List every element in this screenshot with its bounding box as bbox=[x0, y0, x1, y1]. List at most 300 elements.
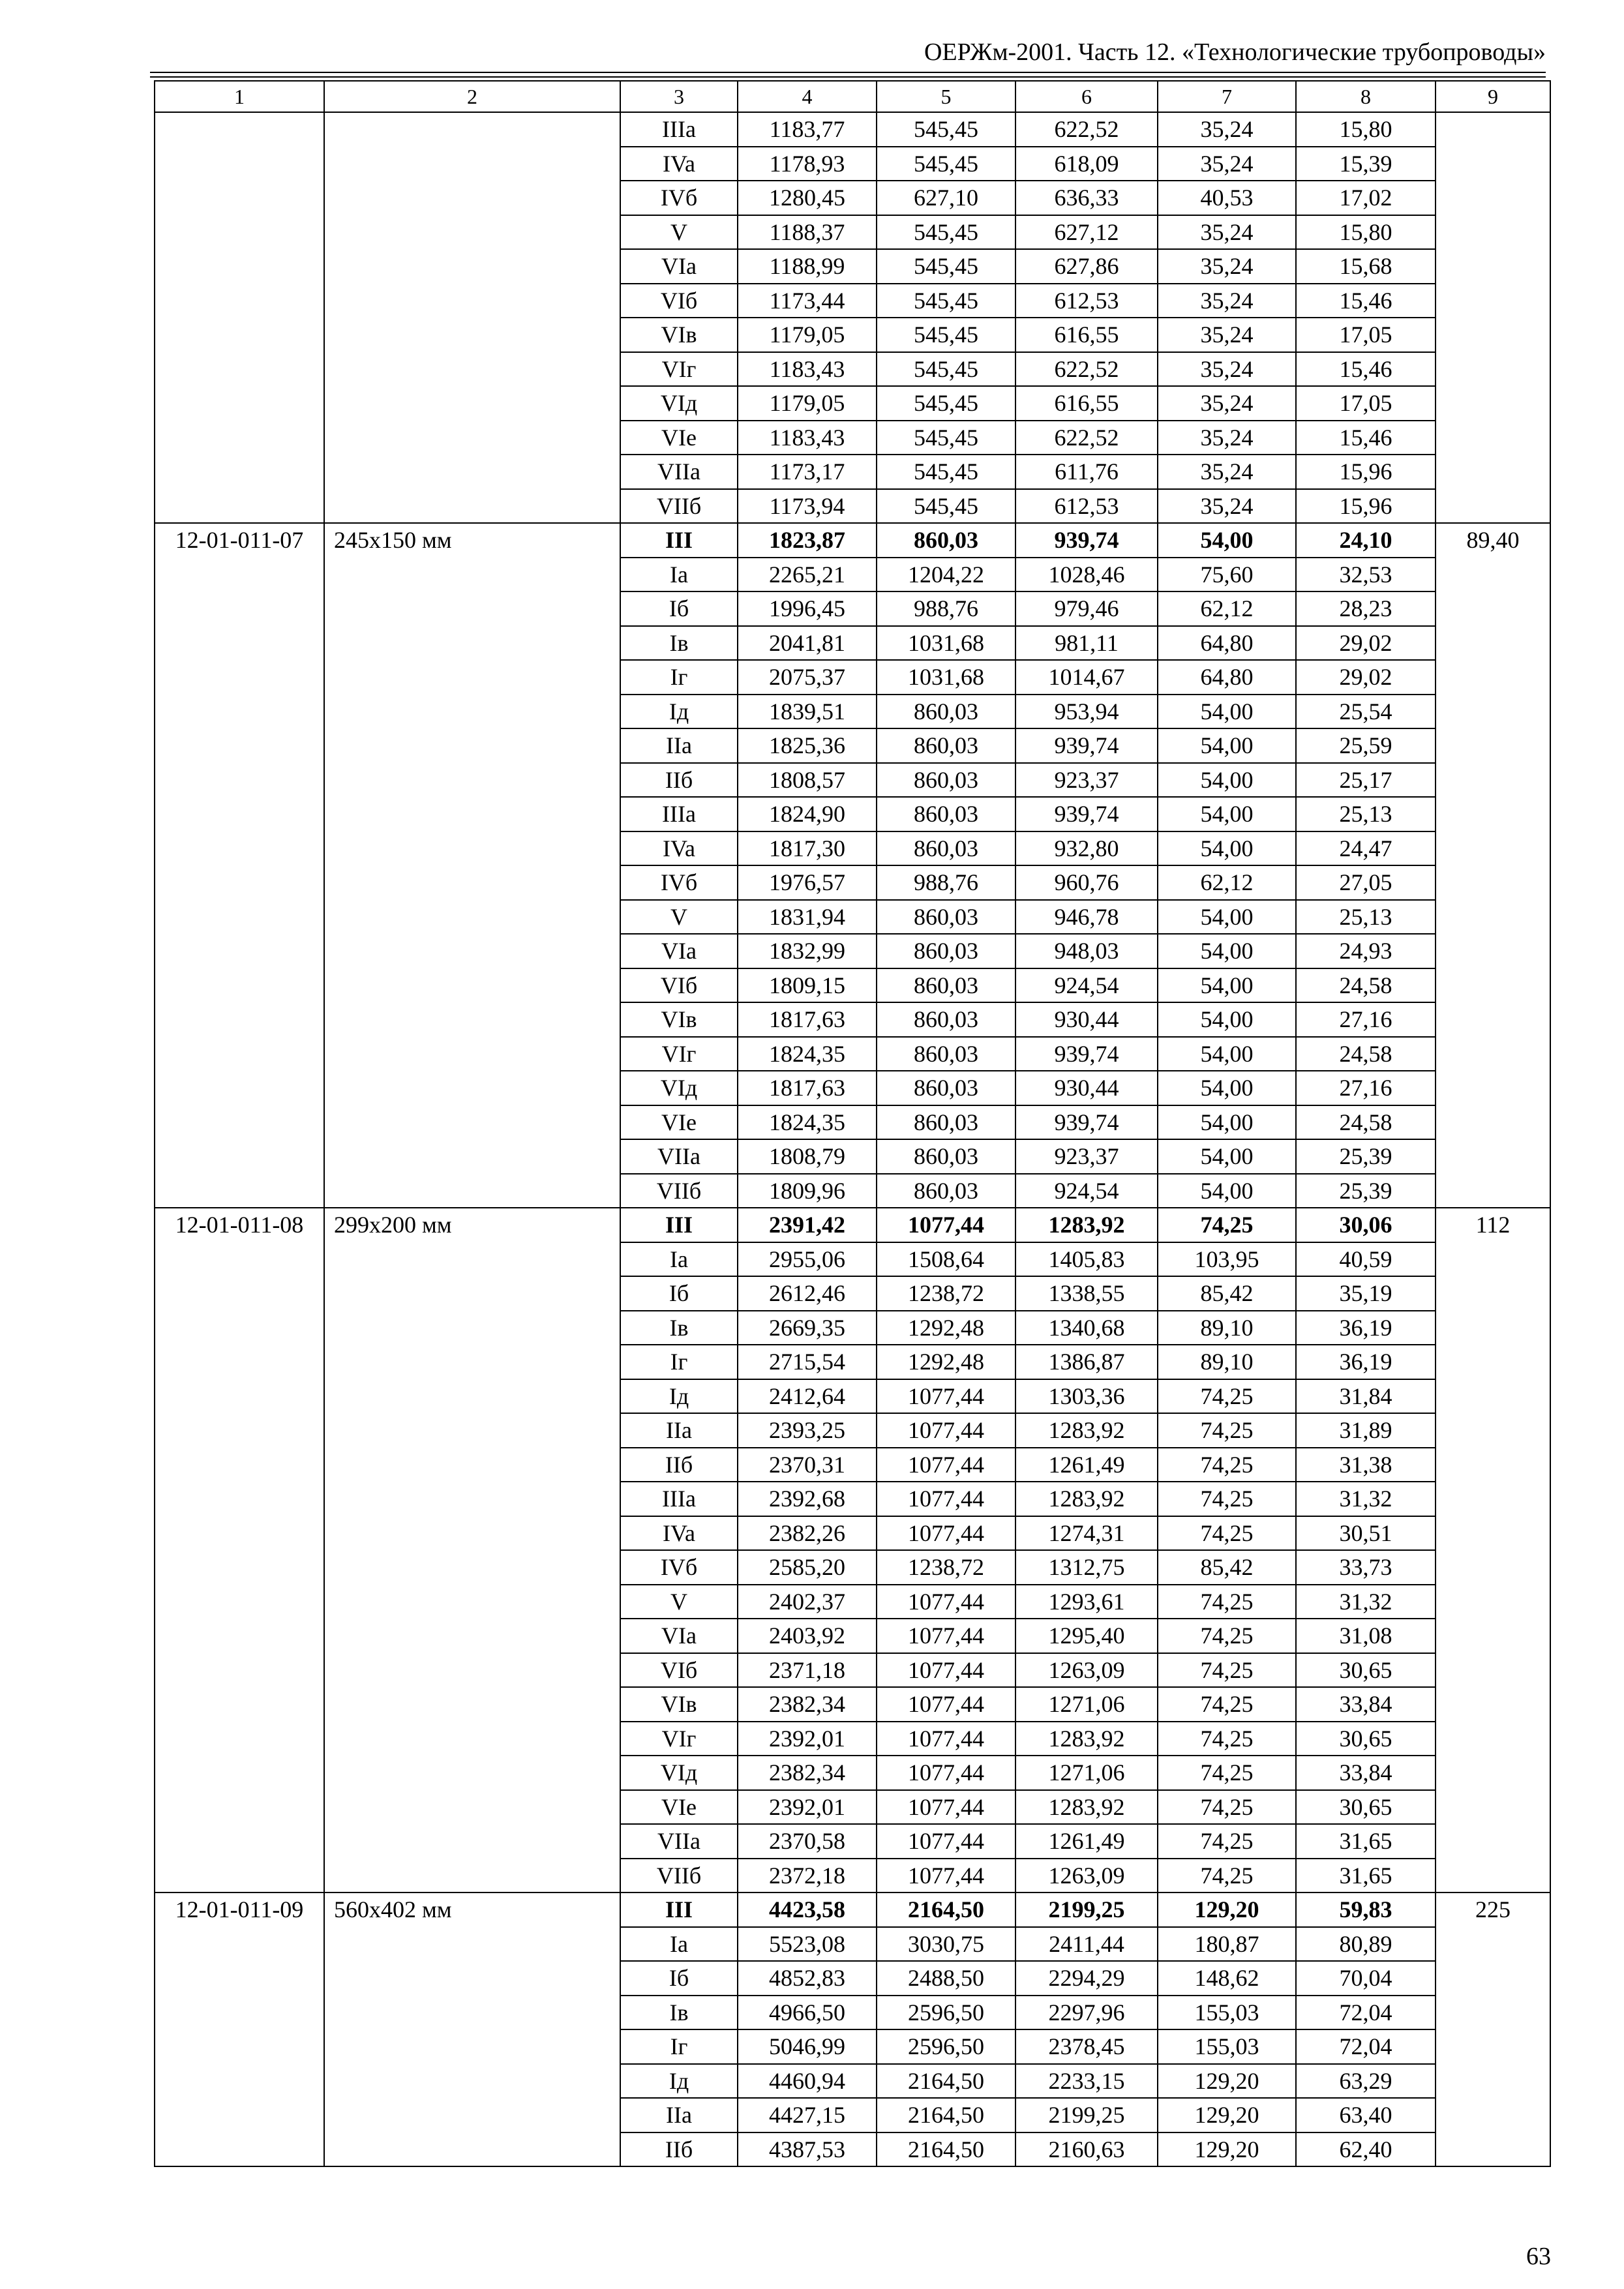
zone-cell: Iд bbox=[620, 695, 738, 729]
value-cell: 2392,01 bbox=[738, 1722, 877, 1756]
value-cell: 2294,29 bbox=[1015, 1961, 1158, 1996]
value-cell: 89,10 bbox=[1158, 1311, 1296, 1345]
value-cell: 545,45 bbox=[877, 352, 1015, 387]
value-cell: 35,24 bbox=[1158, 352, 1296, 387]
value-cell: 932,80 bbox=[1015, 831, 1158, 866]
value-cell: 860,03 bbox=[877, 1071, 1015, 1105]
value-cell: 2393,25 bbox=[738, 1413, 877, 1448]
value-cell: 545,45 bbox=[877, 215, 1015, 250]
value-cell: 860,03 bbox=[877, 1174, 1015, 1208]
value-cell: 2075,37 bbox=[738, 660, 877, 695]
value-cell: 2596,50 bbox=[877, 2029, 1015, 2064]
value-cell: 1283,92 bbox=[1015, 1722, 1158, 1756]
value-cell: 2411,44 bbox=[1015, 1927, 1158, 1962]
value-cell: 1077,44 bbox=[877, 1208, 1015, 1242]
value-cell: 930,44 bbox=[1015, 1071, 1158, 1105]
zone-cell: VIIб bbox=[620, 1859, 738, 1893]
zone-cell: IIб bbox=[620, 2132, 738, 2167]
value-cell: 2297,96 bbox=[1015, 1996, 1158, 2030]
zone-cell: IVб bbox=[620, 181, 738, 215]
value-cell: 31,89 bbox=[1296, 1413, 1436, 1448]
value-cell: 54,00 bbox=[1158, 1037, 1296, 1071]
value-cell: 1303,36 bbox=[1015, 1379, 1158, 1414]
value-cell: 1292,48 bbox=[877, 1345, 1015, 1379]
zone-cell: VIIa bbox=[620, 1824, 738, 1859]
value-cell: 1014,67 bbox=[1015, 660, 1158, 695]
value-cell: 1832,99 bbox=[738, 934, 877, 968]
value-cell: 930,44 bbox=[1015, 1002, 1158, 1037]
value-cell: 1405,83 bbox=[1015, 1242, 1158, 1277]
zone-cell: Ia bbox=[620, 1927, 738, 1962]
column-header: 6 bbox=[1015, 81, 1158, 112]
value-cell: 15,96 bbox=[1296, 455, 1436, 489]
column-header: 3 bbox=[620, 81, 738, 112]
zone-cell: VIa bbox=[620, 934, 738, 968]
value-cell: 1028,46 bbox=[1015, 558, 1158, 592]
value-cell: 63,40 bbox=[1296, 2098, 1436, 2132]
value-cell: 1808,57 bbox=[738, 763, 877, 798]
value-cell: 129,20 bbox=[1158, 2064, 1296, 2099]
zone-cell: VIIб bbox=[620, 1174, 738, 1208]
value-cell: 1312,75 bbox=[1015, 1550, 1158, 1585]
value-cell: 15,96 bbox=[1296, 489, 1436, 524]
value-cell: 31,38 bbox=[1296, 1448, 1436, 1482]
value-cell: 27,16 bbox=[1296, 1071, 1436, 1105]
value-cell: 31,32 bbox=[1296, 1482, 1436, 1516]
value-cell: 35,24 bbox=[1158, 421, 1296, 455]
value-cell: 1077,44 bbox=[877, 1790, 1015, 1825]
value-cell: 1280,45 bbox=[738, 181, 877, 215]
value-cell: 545,45 bbox=[877, 249, 1015, 284]
value-cell: 27,05 bbox=[1296, 865, 1436, 900]
value-cell: 979,46 bbox=[1015, 591, 1158, 626]
value-cell: 2585,20 bbox=[738, 1550, 877, 1585]
zone-cell: IIa bbox=[620, 1413, 738, 1448]
value-cell: 860,03 bbox=[877, 1139, 1015, 1174]
value-cell: 616,55 bbox=[1015, 318, 1158, 352]
value-cell: 2164,50 bbox=[877, 1893, 1015, 1927]
zone-cell: IIa bbox=[620, 728, 738, 763]
value-cell: 1238,72 bbox=[877, 1276, 1015, 1311]
value-cell: 32,53 bbox=[1296, 558, 1436, 592]
value-cell: 1808,79 bbox=[738, 1139, 877, 1174]
value-cell: 35,19 bbox=[1296, 1276, 1436, 1311]
value-cell: 622,52 bbox=[1015, 112, 1158, 147]
value-cell: 612,53 bbox=[1015, 489, 1158, 524]
zone-cell: VIe bbox=[620, 1105, 738, 1140]
zone-cell: Iб bbox=[620, 591, 738, 626]
value-cell: 924,54 bbox=[1015, 1174, 1158, 1208]
value-cell: 1386,87 bbox=[1015, 1345, 1158, 1379]
value-cell: 923,37 bbox=[1015, 763, 1158, 798]
value-cell: 4852,83 bbox=[738, 1961, 877, 1996]
zone-cell: IVa bbox=[620, 831, 738, 866]
value-cell: 1183,77 bbox=[738, 112, 877, 147]
value-cell: 2392,68 bbox=[738, 1482, 877, 1516]
value-cell: 54,00 bbox=[1158, 763, 1296, 798]
zone-cell: VIд bbox=[620, 1071, 738, 1105]
value-cell: 24,10 bbox=[1296, 523, 1436, 558]
value-cell: 25,54 bbox=[1296, 695, 1436, 729]
value-cell: 35,24 bbox=[1158, 489, 1296, 524]
value-cell: 939,74 bbox=[1015, 1105, 1158, 1140]
value-cell: 35,24 bbox=[1158, 318, 1296, 352]
value-cell: 2371,18 bbox=[738, 1653, 877, 1688]
value-cell: 2669,35 bbox=[738, 1311, 877, 1345]
value-cell: 545,45 bbox=[877, 112, 1015, 147]
value-cell: 1183,43 bbox=[738, 352, 877, 387]
value-cell: 54,00 bbox=[1158, 1139, 1296, 1174]
value-cell: 17,05 bbox=[1296, 318, 1436, 352]
zone-cell: IIIa bbox=[620, 112, 738, 147]
zone-cell: VIe bbox=[620, 1790, 738, 1825]
value-cell: 1824,35 bbox=[738, 1105, 877, 1140]
value-cell: 1077,44 bbox=[877, 1413, 1015, 1448]
column-header: 1 bbox=[155, 81, 324, 112]
value-cell: 1077,44 bbox=[877, 1516, 1015, 1551]
value-cell: 1817,30 bbox=[738, 831, 877, 866]
value-cell: 981,11 bbox=[1015, 626, 1158, 661]
value-cell: 2164,50 bbox=[877, 2098, 1015, 2132]
value-cell: 36,19 bbox=[1296, 1345, 1436, 1379]
value-cell: 1817,63 bbox=[738, 1071, 877, 1105]
value-cell: 2392,01 bbox=[738, 1790, 877, 1825]
value-cell: 30,65 bbox=[1296, 1790, 1436, 1825]
value-cell: 31,65 bbox=[1296, 1859, 1436, 1893]
zone-cell: IIб bbox=[620, 763, 738, 798]
zone-cell: IIa bbox=[620, 2098, 738, 2132]
value-cell: 63,29 bbox=[1296, 2064, 1436, 2099]
value-cell: 1283,92 bbox=[1015, 1790, 1158, 1825]
value-cell: 2955,06 bbox=[738, 1242, 877, 1277]
value-cell: 74,25 bbox=[1158, 1379, 1296, 1414]
value-cell: 31,84 bbox=[1296, 1379, 1436, 1414]
zone-cell: VIг bbox=[620, 1722, 738, 1756]
value-cell: 180,87 bbox=[1158, 1927, 1296, 1962]
value-cell: 30,51 bbox=[1296, 1516, 1436, 1551]
value-cell: 1077,44 bbox=[877, 1756, 1015, 1790]
value-cell: 860,03 bbox=[877, 1002, 1015, 1037]
zone-cell: Iд bbox=[620, 1379, 738, 1414]
value-cell: 1996,45 bbox=[738, 591, 877, 626]
value-cell: 2382,34 bbox=[738, 1756, 877, 1790]
value-cell: 545,45 bbox=[877, 284, 1015, 318]
value-cell: 1976,57 bbox=[738, 865, 877, 900]
value-cell: 59,83 bbox=[1296, 1893, 1436, 1927]
value-cell: 33,73 bbox=[1296, 1550, 1436, 1585]
value-cell: 939,74 bbox=[1015, 523, 1158, 558]
value-cell: 35,24 bbox=[1158, 112, 1296, 147]
table-row bbox=[155, 523, 1550, 558]
value-cell: 70,04 bbox=[1296, 1961, 1436, 1996]
value-cell: 40,59 bbox=[1296, 1242, 1436, 1277]
value-cell: 24,58 bbox=[1296, 968, 1436, 1003]
zone-cell: III bbox=[620, 1208, 738, 1242]
value-cell: 2199,25 bbox=[1015, 2098, 1158, 2132]
value-cell: 74,25 bbox=[1158, 1653, 1296, 1688]
value-cell: 1831,94 bbox=[738, 900, 877, 935]
value-cell: 2403,92 bbox=[738, 1619, 877, 1653]
zone-cell: Iг bbox=[620, 660, 738, 695]
value-cell: 74,25 bbox=[1158, 1756, 1296, 1790]
col9-cell bbox=[1436, 112, 1550, 523]
value-cell: 2041,81 bbox=[738, 626, 877, 661]
zone-cell: III bbox=[620, 523, 738, 558]
value-cell: 25,39 bbox=[1296, 1139, 1436, 1174]
value-cell: 545,45 bbox=[877, 421, 1015, 455]
value-cell: 27,16 bbox=[1296, 1002, 1436, 1037]
value-cell: 860,03 bbox=[877, 831, 1015, 866]
value-cell: 4460,94 bbox=[738, 2064, 877, 2099]
value-cell: 1188,37 bbox=[738, 215, 877, 250]
table-row bbox=[155, 1893, 1550, 1927]
value-cell: 1179,05 bbox=[738, 386, 877, 421]
zone-cell: VIв bbox=[620, 1687, 738, 1722]
value-cell: 1263,09 bbox=[1015, 1653, 1158, 1688]
value-cell: 72,04 bbox=[1296, 1996, 1436, 2030]
value-cell: 1295,40 bbox=[1015, 1619, 1158, 1653]
zone-cell: VIб bbox=[620, 968, 738, 1003]
value-cell: 24,93 bbox=[1296, 934, 1436, 968]
value-cell: 3030,75 bbox=[877, 1927, 1015, 1962]
zone-cell: VIб bbox=[620, 1653, 738, 1688]
value-cell: 1338,55 bbox=[1015, 1276, 1158, 1311]
value-cell: 30,65 bbox=[1296, 1722, 1436, 1756]
value-cell: 74,25 bbox=[1158, 1824, 1296, 1859]
value-cell: 15,80 bbox=[1296, 215, 1436, 250]
value-cell: 74,25 bbox=[1158, 1413, 1296, 1448]
value-cell: 4427,15 bbox=[738, 2098, 877, 2132]
value-cell: 25,59 bbox=[1296, 728, 1436, 763]
value-cell: 1173,17 bbox=[738, 455, 877, 489]
value-cell: 54,00 bbox=[1158, 934, 1296, 968]
value-cell: 860,03 bbox=[877, 1105, 1015, 1140]
value-cell: 74,25 bbox=[1158, 1790, 1296, 1825]
value-cell: 54,00 bbox=[1158, 968, 1296, 1003]
value-cell: 1077,44 bbox=[877, 1824, 1015, 1859]
value-cell: 2378,45 bbox=[1015, 2029, 1158, 2064]
value-cell: 85,42 bbox=[1158, 1276, 1296, 1311]
value-cell: 2265,21 bbox=[738, 558, 877, 592]
value-cell: 31,32 bbox=[1296, 1585, 1436, 1619]
zone-cell: Iв bbox=[620, 626, 738, 661]
column-header: 7 bbox=[1158, 81, 1296, 112]
zone-cell: Iг bbox=[620, 2029, 738, 2064]
value-cell: 54,00 bbox=[1158, 523, 1296, 558]
value-cell: 89,10 bbox=[1158, 1345, 1296, 1379]
column-header: 4 bbox=[738, 81, 877, 112]
value-cell: 1183,43 bbox=[738, 421, 877, 455]
value-cell: 1263,09 bbox=[1015, 1859, 1158, 1893]
value-cell: 545,45 bbox=[877, 455, 1015, 489]
value-cell: 54,00 bbox=[1158, 1071, 1296, 1105]
value-cell: 2715,54 bbox=[738, 1345, 877, 1379]
value-cell: 85,42 bbox=[1158, 1550, 1296, 1585]
value-cell: 15,46 bbox=[1296, 421, 1436, 455]
value-cell: 30,65 bbox=[1296, 1653, 1436, 1688]
value-cell: 1283,92 bbox=[1015, 1208, 1158, 1242]
value-cell: 62,12 bbox=[1158, 865, 1296, 900]
value-cell: 2164,50 bbox=[877, 2132, 1015, 2167]
value-cell: 15,68 bbox=[1296, 249, 1436, 284]
value-cell: 155,03 bbox=[1158, 1996, 1296, 2030]
value-cell: 1261,49 bbox=[1015, 1448, 1158, 1482]
value-cell: 612,53 bbox=[1015, 284, 1158, 318]
zone-cell: IVa bbox=[620, 1516, 738, 1551]
value-cell: 2596,50 bbox=[877, 1996, 1015, 2030]
rate-code-cell: 12-01-011-07 bbox=[155, 523, 324, 1208]
value-cell: 1077,44 bbox=[877, 1653, 1015, 1688]
col9-cell: 112 bbox=[1436, 1208, 1550, 1893]
rate-code-cell bbox=[155, 112, 324, 523]
value-cell: 35,24 bbox=[1158, 386, 1296, 421]
value-cell: 35,24 bbox=[1158, 147, 1296, 181]
page-number: 63 bbox=[1526, 2243, 1551, 2270]
value-cell: 622,52 bbox=[1015, 352, 1158, 387]
value-cell: 627,10 bbox=[877, 181, 1015, 215]
value-cell: 24,58 bbox=[1296, 1037, 1436, 1071]
value-cell: 28,23 bbox=[1296, 591, 1436, 626]
header-rule-bottom bbox=[150, 76, 1546, 78]
value-cell: 1824,90 bbox=[738, 797, 877, 831]
zone-cell: Iг bbox=[620, 1345, 738, 1379]
value-cell: 129,20 bbox=[1158, 1893, 1296, 1927]
value-cell: 1077,44 bbox=[877, 1859, 1015, 1893]
value-cell: 35,24 bbox=[1158, 284, 1296, 318]
value-cell: 74,25 bbox=[1158, 1722, 1296, 1756]
zone-cell: IVa bbox=[620, 147, 738, 181]
value-cell: 1077,44 bbox=[877, 1482, 1015, 1516]
value-cell: 946,78 bbox=[1015, 900, 1158, 935]
rate-code-cell: 12-01-011-08 bbox=[155, 1208, 324, 1893]
value-cell: 1077,44 bbox=[877, 1448, 1015, 1482]
value-cell: 545,45 bbox=[877, 147, 1015, 181]
table-body bbox=[155, 81, 1550, 2166]
running-header: ОЕРЖм-2001. Часть 12. «Технологические трубопроводы» bbox=[924, 38, 1546, 66]
value-cell: 1271,06 bbox=[1015, 1687, 1158, 1722]
zone-cell: V bbox=[620, 900, 738, 935]
zone-cell: VIв bbox=[620, 318, 738, 352]
column-header: 2 bbox=[324, 81, 620, 112]
value-cell: 627,86 bbox=[1015, 249, 1158, 284]
value-cell: 31,08 bbox=[1296, 1619, 1436, 1653]
value-cell: 4423,58 bbox=[738, 1893, 877, 1927]
value-cell: 1178,93 bbox=[738, 147, 877, 181]
value-cell: 25,13 bbox=[1296, 797, 1436, 831]
value-cell: 924,54 bbox=[1015, 968, 1158, 1003]
value-cell: 939,74 bbox=[1015, 728, 1158, 763]
value-cell: 1031,68 bbox=[877, 626, 1015, 661]
value-cell: 2391,42 bbox=[738, 1208, 877, 1242]
zone-cell: VIa bbox=[620, 1619, 738, 1653]
zone-cell: Iв bbox=[620, 1311, 738, 1345]
value-cell: 860,03 bbox=[877, 934, 1015, 968]
value-cell: 54,00 bbox=[1158, 831, 1296, 866]
zone-cell: Ia bbox=[620, 558, 738, 592]
zone-cell: IVб bbox=[620, 865, 738, 900]
zone-cell: VIa bbox=[620, 249, 738, 284]
value-cell: 40,53 bbox=[1158, 181, 1296, 215]
value-cell: 1817,63 bbox=[738, 1002, 877, 1037]
value-cell: 29,02 bbox=[1296, 626, 1436, 661]
value-cell: 2370,58 bbox=[738, 1824, 877, 1859]
zone-cell: VIIa bbox=[620, 455, 738, 489]
value-cell: 17,02 bbox=[1296, 181, 1436, 215]
value-cell: 35,24 bbox=[1158, 215, 1296, 250]
value-cell: 1839,51 bbox=[738, 695, 877, 729]
value-cell: 988,76 bbox=[877, 591, 1015, 626]
value-cell: 54,00 bbox=[1158, 728, 1296, 763]
value-cell: 2412,64 bbox=[738, 1379, 877, 1414]
value-cell: 1077,44 bbox=[877, 1585, 1015, 1619]
value-cell: 74,25 bbox=[1158, 1516, 1296, 1551]
value-cell: 1340,68 bbox=[1015, 1311, 1158, 1345]
value-cell: 72,04 bbox=[1296, 2029, 1436, 2064]
value-cell: 611,76 bbox=[1015, 455, 1158, 489]
value-cell: 1283,92 bbox=[1015, 1413, 1158, 1448]
value-cell: 31,65 bbox=[1296, 1824, 1436, 1859]
table-row bbox=[155, 112, 1550, 147]
value-cell: 860,03 bbox=[877, 797, 1015, 831]
zone-cell: V bbox=[620, 1585, 738, 1619]
value-cell: 545,45 bbox=[877, 318, 1015, 352]
pipe-size-cell: 560x402 мм bbox=[324, 1893, 620, 2166]
value-cell: 1823,87 bbox=[738, 523, 877, 558]
value-cell: 1077,44 bbox=[877, 1722, 1015, 1756]
zone-cell: VIe bbox=[620, 421, 738, 455]
rates-table bbox=[154, 80, 1551, 2167]
value-cell: 860,03 bbox=[877, 695, 1015, 729]
value-cell: 29,02 bbox=[1296, 660, 1436, 695]
value-cell: 25,39 bbox=[1296, 1174, 1436, 1208]
value-cell: 1292,48 bbox=[877, 1311, 1015, 1345]
zone-cell: Iб bbox=[620, 1276, 738, 1311]
value-cell: 1077,44 bbox=[877, 1687, 1015, 1722]
value-cell: 2488,50 bbox=[877, 1961, 1015, 1996]
value-cell: 35,24 bbox=[1158, 249, 1296, 284]
header-rule-top bbox=[150, 72, 1546, 73]
value-cell: 24,47 bbox=[1296, 831, 1436, 866]
value-cell: 1204,22 bbox=[877, 558, 1015, 592]
zone-cell: III bbox=[620, 1893, 738, 1927]
value-cell: 74,25 bbox=[1158, 1482, 1296, 1516]
value-cell: 30,06 bbox=[1296, 1208, 1436, 1242]
value-cell: 54,00 bbox=[1158, 1105, 1296, 1140]
value-cell: 2382,26 bbox=[738, 1516, 877, 1551]
value-cell: 636,33 bbox=[1015, 181, 1158, 215]
value-cell: 545,45 bbox=[877, 386, 1015, 421]
pipe-size-cell: 299x200 мм bbox=[324, 1208, 620, 1893]
value-cell: 129,20 bbox=[1158, 2132, 1296, 2167]
zone-cell: IIIa bbox=[620, 797, 738, 831]
value-cell: 618,09 bbox=[1015, 147, 1158, 181]
value-cell: 1173,94 bbox=[738, 489, 877, 524]
value-cell: 2372,18 bbox=[738, 1859, 877, 1893]
value-cell: 860,03 bbox=[877, 728, 1015, 763]
value-cell: 1077,44 bbox=[877, 1379, 1015, 1414]
value-cell: 2402,37 bbox=[738, 1585, 877, 1619]
value-cell: 2382,34 bbox=[738, 1687, 877, 1722]
zone-cell: IIIa bbox=[620, 1482, 738, 1516]
value-cell: 74,25 bbox=[1158, 1859, 1296, 1893]
value-cell: 2160,63 bbox=[1015, 2132, 1158, 2167]
zone-cell: Iб bbox=[620, 1961, 738, 1996]
value-cell: 74,25 bbox=[1158, 1619, 1296, 1653]
value-cell: 545,45 bbox=[877, 489, 1015, 524]
value-cell: 4966,50 bbox=[738, 1996, 877, 2030]
value-cell: 860,03 bbox=[877, 968, 1015, 1003]
value-cell: 988,76 bbox=[877, 865, 1015, 900]
